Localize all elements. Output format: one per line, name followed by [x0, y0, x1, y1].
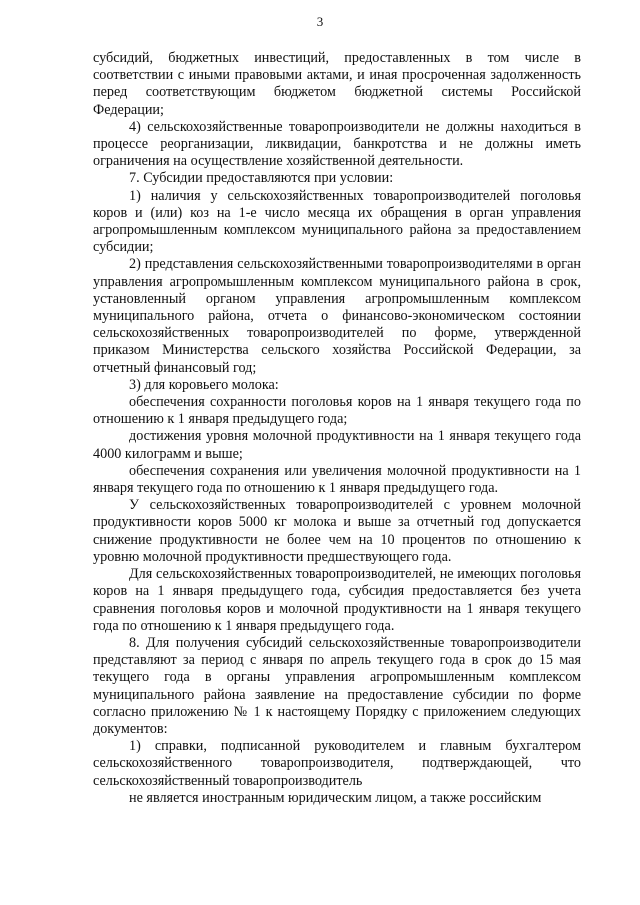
paragraph-13: 1) справки, подписанной руководителем и главным бухгалтером сельскохозяйственного товаропроизводителя, подтверждающей, что сельскохозяйственный товаропроизводитель [93, 738, 581, 789]
paragraph-4: 1) наличия у сельскохозяйственных товаропроизводителей поголовья коров и (или) коз на 1-е число месяца их обращения в орган управления агропромышленным комплексом муниципального района за предоставлением субсидии; [93, 187, 581, 256]
paragraph-12: 8. Для получения субсидий сельскохозяйственные товаропроизводители представляют за период с января по апрель текущего года в срок до 15 мая текущего года в органы управления агропромышленным комплексом муниципального района заявление на предоставление субсидии по форме согласно приложению № 1 к настоящему Порядку с приложением следующих документов: [93, 634, 581, 737]
document-body [93, 50, 581, 807]
paragraph-9: обеспечения сохранения или увеличения молочной продуктивности на 1 января текущего года по отношению к 1 января предыдущего года. [93, 462, 581, 497]
paragraph-8: достижения уровня молочной продуктивности на 1 января текущего года 4000 килограмм и выше; [93, 428, 581, 462]
paragraph-5: 2) представления сельскохозяйственными товаропроизводителями в орган управления агропромышленным комплексом муниципального района в срок, установленный органом управления агропромышленным комплексом муниципального района, отчета о финансово-экономическом состоянии сельскохозяйственных товаропроизводителей по форме, утвержденной приказом Министерства сельского хозяйства Российской Федерации, за отчетный финансовый год; [93, 256, 581, 376]
paragraph-1: субсидий, бюджетных инвестиций, предоставленных в том числе в соответствии с иными правовыми актами, и иная просроченная задолженность перед соответствующим бюджетом бюджетной системы Российской Федерации; [93, 50, 581, 118]
paragraph-10: У сельскохозяйственных товаропроизводителей с уровнем молочной продуктивности коров 5000 кг молока и выше за отчетный год допускается снижение продуктивности не более чем на 10 процентов по отношению к уровню молочной продуктивности предшествующего года. [93, 497, 581, 565]
paragraph-3: 7. Субсидии предоставляются при условии: [129, 170, 394, 187]
page-number: 3 [316, 14, 324, 29]
paragraph-14: не является иностранным юридическим лицом, а также российским [129, 789, 542, 806]
paragraph-6: 3) для коровьего молока: [129, 376, 279, 393]
paragraph-2: 4) сельскохозяйственные товаропроизводители не должны находиться в процессе реорганизации, ликвидации, банкротства и не должны иметь ограничения на осуществление хозяйственной деятельности. [93, 118, 581, 170]
paragraph-7: обеспечения сохранности поголовья коров на 1 января текущего года по отношению к 1 января предыдущего года; [93, 394, 581, 428]
paragraph-11: Для сельскохозяйственных товаропроизводителей, не имеющих поголовья коров на 1 января предыдущего года, субсидия предоставляется без учета сравнения поголовья коров и молочной продуктивности на 1 января текущего года по отношению к 1 января предыдущего года. [93, 566, 581, 634]
